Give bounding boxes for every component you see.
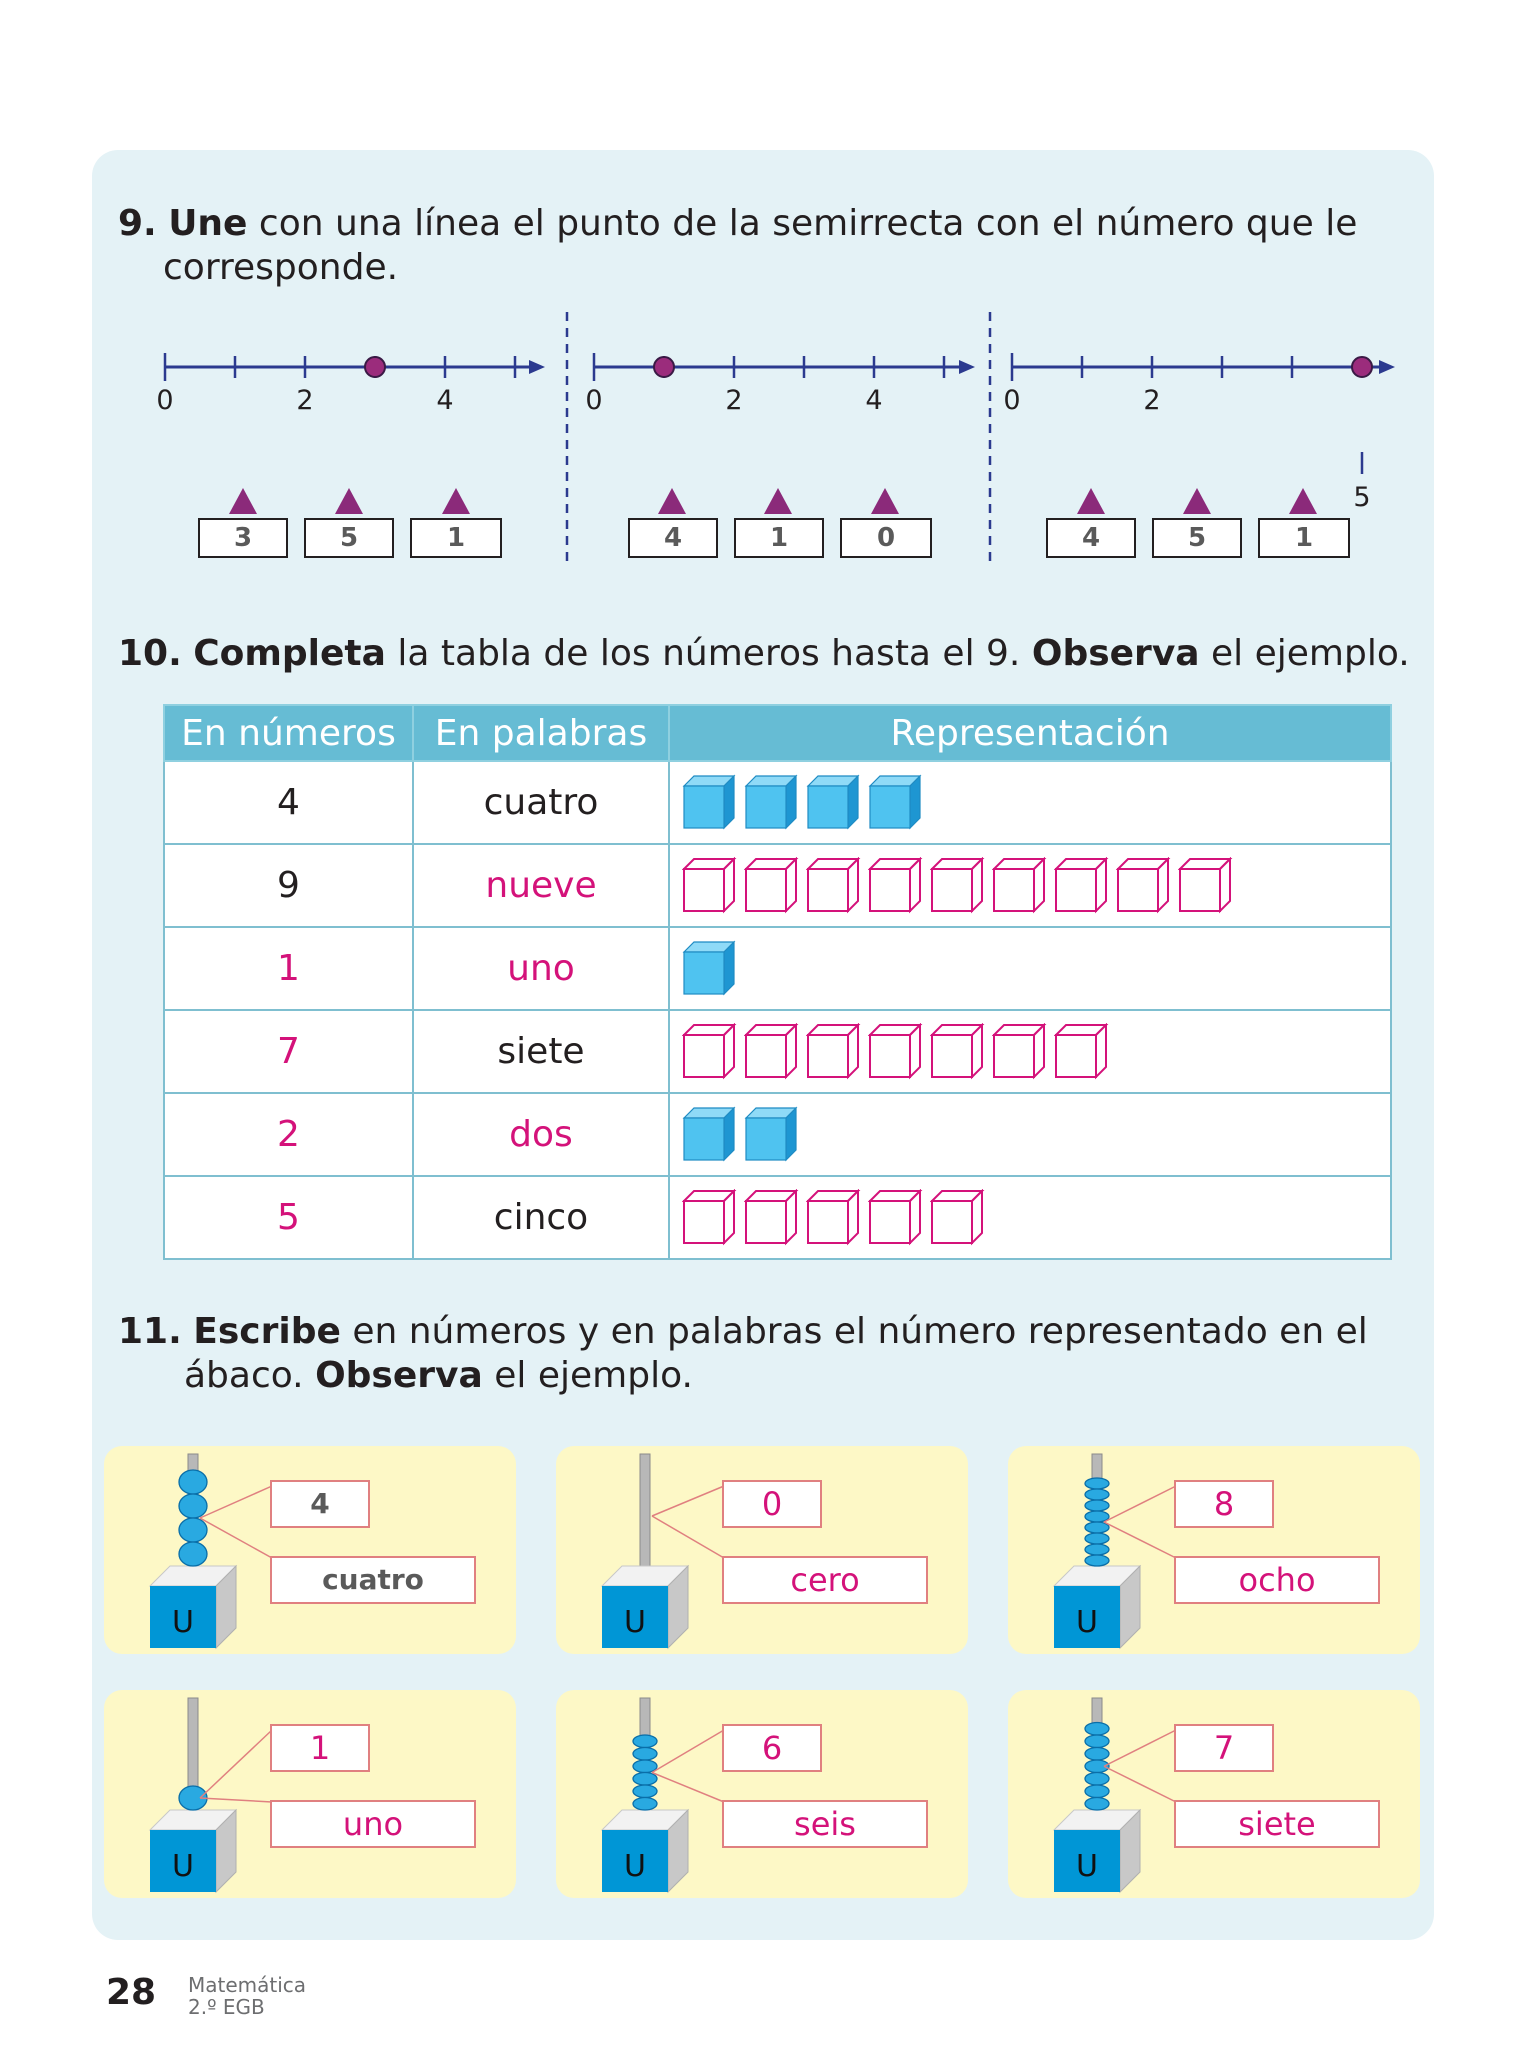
table-row	[164, 761, 1391, 844]
cell-representacion	[669, 1010, 1391, 1093]
ex11-verb: Escribe	[193, 1311, 341, 1352]
abacus-icon	[556, 1446, 968, 1654]
bead	[179, 1518, 207, 1542]
subject: Matemática	[188, 1973, 307, 1997]
bead	[1085, 1522, 1109, 1533]
cube-outline-icon	[744, 857, 804, 915]
cube-filled-icon	[682, 1106, 742, 1164]
abacus-number-box: 8	[1174, 1480, 1274, 1528]
ex10-end: el ejemplo.	[1211, 633, 1410, 674]
option-box: 0	[840, 518, 932, 558]
abacus-number-box: 4	[270, 1480, 370, 1528]
abacus-card	[1008, 1690, 1420, 1898]
abacus-word-box: uno	[270, 1800, 476, 1848]
table-row	[164, 1010, 1391, 1093]
abacus-icon	[104, 1446, 516, 1654]
cell-representacion	[669, 1093, 1391, 1176]
cube-outline-icon	[930, 857, 990, 915]
triangle-marker	[335, 488, 363, 514]
option-box: 4	[1046, 518, 1136, 558]
bead	[1085, 1544, 1109, 1555]
bead	[1085, 1748, 1109, 1761]
ex11-instruction	[118, 1310, 1418, 1398]
bead	[1085, 1489, 1109, 1500]
abacus-card	[104, 1690, 516, 1898]
ex11-line2a: ábaco.	[184, 1355, 304, 1396]
cube-outline-icon	[744, 1189, 804, 1247]
header-representacion: Representación	[669, 705, 1391, 761]
header-en-numeros: En números	[164, 705, 413, 761]
ex10-verb2: Observa	[1031, 633, 1200, 674]
abacus-number-box: 6	[722, 1724, 822, 1772]
triangle-marker	[658, 488, 686, 514]
table-row	[164, 1176, 1391, 1259]
cube-filled-icon	[682, 774, 742, 832]
number-line-1	[156, 353, 545, 514]
bead	[633, 1785, 657, 1798]
option-box: 1	[1258, 518, 1350, 558]
ex10-number: 10.	[118, 633, 182, 674]
cell-representacion	[669, 1176, 1391, 1259]
abacus-icon	[1008, 1690, 1420, 1898]
table-row	[164, 1093, 1391, 1176]
option-box: 4	[628, 518, 718, 558]
bead	[633, 1760, 657, 1773]
cube-outline-icon	[1054, 1023, 1114, 1081]
bead	[1085, 1735, 1109, 1748]
cube-outline-icon	[1054, 857, 1114, 915]
abacus-card	[104, 1446, 516, 1654]
cell-palabra: uno	[413, 927, 669, 1010]
cube-filled-icon	[744, 774, 804, 832]
bead	[1085, 1798, 1109, 1811]
cube-outline-icon	[930, 1023, 990, 1081]
option-box: 5	[1152, 518, 1242, 558]
page-number: 28	[106, 1972, 157, 2013]
abacus-number-box: 1	[270, 1724, 370, 1772]
cube-outline-icon	[1116, 857, 1176, 915]
cell-palabra: cuatro	[413, 761, 669, 844]
ex9-verb: Une	[168, 203, 248, 244]
triangle-marker	[871, 488, 899, 514]
abacus-card	[1008, 1446, 1420, 1654]
table-header-row	[164, 705, 1391, 761]
abacus-word-box: siete	[1174, 1800, 1380, 1848]
option-box: 5	[304, 518, 394, 558]
ex10-verb: Completa	[193, 633, 386, 674]
abacus-word-box: cuatro	[270, 1556, 476, 1604]
cell-numero: 4	[164, 761, 413, 844]
cell-numero: 7	[164, 1010, 413, 1093]
abacus-icon	[104, 1690, 516, 1898]
cube-filled-icon	[868, 774, 928, 832]
cell-representacion	[669, 844, 1391, 927]
cell-numero: 2	[164, 1093, 413, 1176]
abacus-icon	[1008, 1446, 1420, 1654]
point-dot	[654, 357, 674, 377]
ex11-rest: en números y en palabras el número representado en el	[352, 1311, 1368, 1352]
ex9-rest: con una línea el punto de la semirrecta con el número que le	[258, 203, 1358, 244]
cube-outline-icon	[992, 1023, 1052, 1081]
cube-outline-icon	[806, 1023, 866, 1081]
triangle-marker	[1077, 488, 1105, 514]
bead	[1085, 1478, 1109, 1489]
bead	[1085, 1500, 1109, 1511]
unit-label: U	[624, 1849, 646, 1884]
tick-label: 4	[865, 385, 883, 416]
cell-numero: 1	[164, 927, 413, 1010]
cell-numero: 5	[164, 1176, 413, 1259]
ex9-number: 9.	[118, 203, 157, 244]
abacus-word-box: seis	[722, 1800, 928, 1848]
cube-outline-icon	[744, 1023, 804, 1081]
cube-outline-icon	[868, 1023, 928, 1081]
numbers-table	[163, 704, 1392, 1260]
tick-label: 2	[296, 385, 314, 416]
number-line-2	[585, 353, 975, 514]
cube-filled-icon	[744, 1106, 804, 1164]
abacus-number-box: 0	[722, 1480, 822, 1528]
bead	[633, 1748, 657, 1761]
cell-palabra: nueve	[413, 844, 669, 927]
abacus-card	[556, 1446, 968, 1654]
bead	[179, 1470, 207, 1494]
bead	[633, 1735, 657, 1748]
option-box: 1	[734, 518, 824, 558]
cell-representacion	[669, 927, 1391, 1010]
bead	[1085, 1533, 1109, 1544]
bead	[1085, 1773, 1109, 1786]
tick-label: 4	[436, 385, 454, 416]
cube-outline-icon	[682, 1189, 742, 1247]
tick-label: 0	[585, 385, 603, 416]
cell-representacion	[669, 761, 1391, 844]
abacus-card	[556, 1690, 968, 1898]
cube-outline-icon	[930, 1189, 990, 1247]
unit-label: U	[624, 1605, 646, 1640]
triangle-marker	[229, 488, 257, 514]
unit-label: U	[1076, 1849, 1098, 1884]
cube-outline-icon	[992, 857, 1052, 915]
cube-outline-icon	[1178, 857, 1238, 915]
ex10-mid: la tabla de los números hasta el 9.	[397, 633, 1021, 674]
triangle-marker	[1289, 488, 1317, 514]
table-row	[164, 927, 1391, 1010]
number-line-3	[1003, 353, 1395, 514]
bead	[633, 1798, 657, 1811]
tick-label: 2	[725, 385, 743, 416]
triangle-marker	[764, 488, 792, 514]
footer-subject	[188, 1974, 306, 2018]
ex11-verb2: Observa	[315, 1355, 483, 1396]
cube-outline-icon	[806, 857, 866, 915]
point-dot	[365, 357, 385, 377]
bead	[179, 1494, 207, 1518]
point-dot	[1352, 357, 1372, 377]
grade: 2.º EGB	[188, 1995, 265, 2019]
option-box: 1	[410, 518, 502, 558]
bead	[633, 1773, 657, 1786]
cube-outline-icon	[868, 857, 928, 915]
tick-label: 0	[1003, 385, 1021, 416]
abacus-word-box: ocho	[1174, 1556, 1380, 1604]
unit-label: U	[172, 1849, 194, 1884]
ex11-line2b: el ejemplo.	[494, 1355, 693, 1396]
cell-numero: 9	[164, 844, 413, 927]
option-box: 3	[198, 518, 288, 558]
unit-label: U	[1076, 1605, 1098, 1640]
tick-label: 2	[1143, 385, 1161, 416]
bead	[1085, 1723, 1109, 1736]
extra-tick-label: 5	[1353, 482, 1371, 513]
tick-label: 0	[156, 385, 174, 416]
unit-label: U	[172, 1605, 194, 1640]
cube-outline-icon	[868, 1189, 928, 1247]
triangle-marker	[442, 488, 470, 514]
bead	[179, 1542, 207, 1566]
cube-outline-icon	[682, 1023, 742, 1081]
cube-outline-icon	[682, 857, 742, 915]
cube-filled-icon	[682, 940, 742, 998]
abacus-icon	[556, 1690, 968, 1898]
abacus-number-box: 7	[1174, 1724, 1274, 1772]
cell-palabra: siete	[413, 1010, 669, 1093]
ex9-line2: corresponde.	[163, 247, 399, 288]
bead	[1085, 1785, 1109, 1798]
triangle-marker	[1183, 488, 1211, 514]
cube-outline-icon	[806, 1189, 866, 1247]
table-row	[164, 844, 1391, 927]
cell-palabra: dos	[413, 1093, 669, 1176]
header-en-palabras: En palabras	[413, 705, 669, 761]
ex10-instruction	[118, 632, 1418, 676]
bead	[1085, 1555, 1109, 1566]
abacus-word-box: cero	[722, 1556, 928, 1604]
cell-palabra: cinco	[413, 1176, 669, 1259]
cube-filled-icon	[806, 774, 866, 832]
ex11-number: 11.	[118, 1311, 182, 1352]
bead	[1085, 1511, 1109, 1522]
